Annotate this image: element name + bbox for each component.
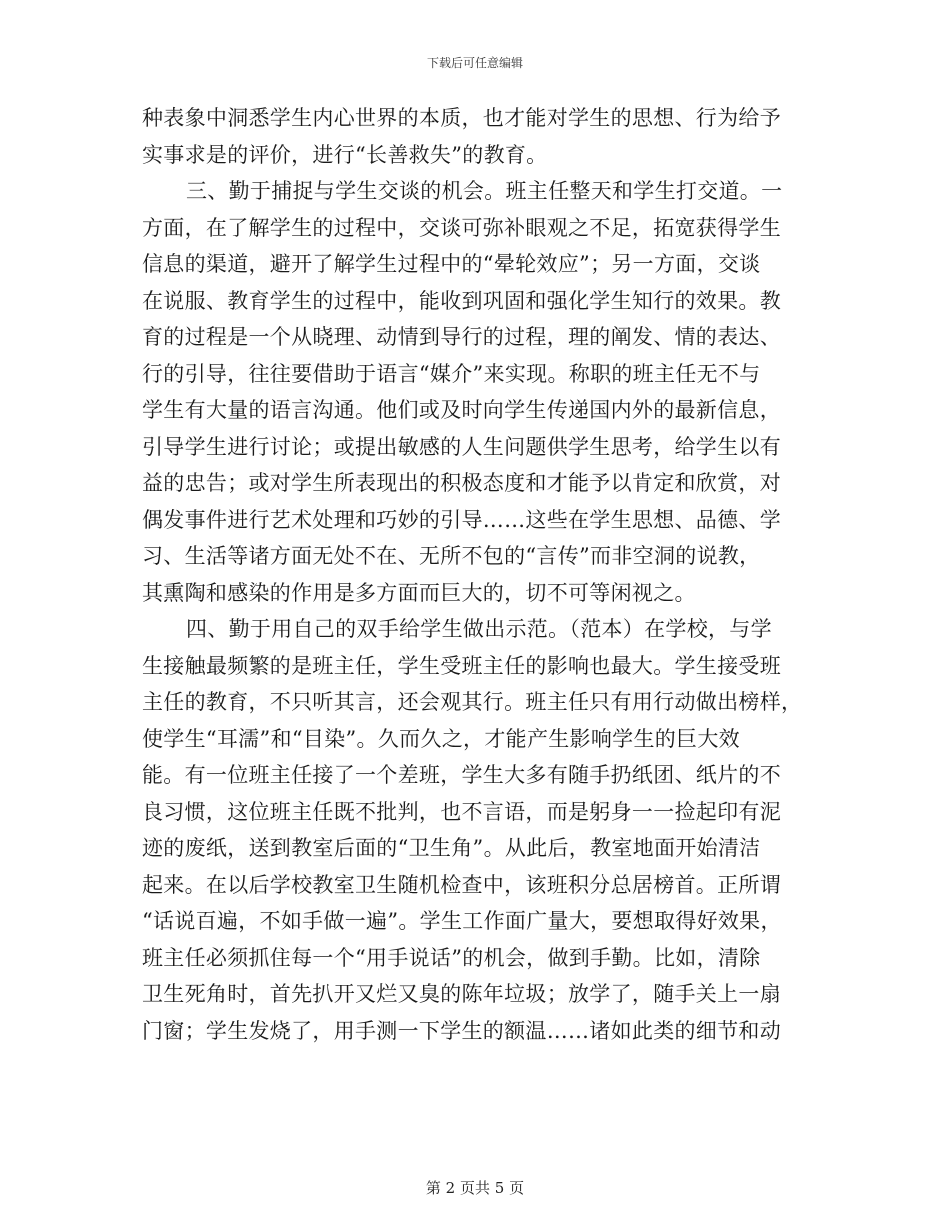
text-line: 能。有一位班主任接了一个差班，学生大多有随手扔纸团、纸片的不 [142, 763, 781, 787]
text-line: 实事求是的评价，进行“长善救失”的教育。 [142, 142, 548, 167]
text-line: 引导学生进行讨论；或提出敏感的人生问题供学生思考，给学生以有 [142, 434, 781, 459]
text-line: 起来。在以后学校教室卫生随机检查中，该班积分总居榜首。正所谓 [142, 872, 781, 897]
text-line: 生接触最频繁的是班主任，学生受班主任的影响也最大。学生接受班 [142, 653, 781, 678]
text-line: “话说百遍，不如手做一遍”。学生工作面广量大，要想取得好效果， [142, 909, 782, 933]
text-line: 行的引导，往往要借助于语言“媒介”来实现。称职的班主任无不与 [142, 361, 761, 386]
text-line: 卫生死角时，首先扒开又烂又臭的陈年垃圾；放学了，随手关上一扇 [142, 982, 781, 1006]
text-line: 学生有大量的语言沟通。他们或及时向学生传递国内外的最新信息， [142, 398, 781, 422]
text-line: 主任的教育，不只听其言，还会观其行。班主任只有用行动做出榜样， [142, 690, 803, 714]
text-line: 信息的渠道，避开了解学生过程中的“晕轮效应”；另一方面，交谈 [142, 252, 761, 276]
text-line: 迹的废纸，送到教室后面的“卫生角”。从此后，教室地面开始清洁 [142, 836, 761, 860]
text-line: 三、勤于捕捉与学生交谈的机会。班主任整天和学生打交道。一 [186, 179, 783, 203]
text-line: 使学生“耳濡”和“目染”。久而久之，才能产生影响学生的巨大效 [142, 726, 740, 751]
page-header: 下载后可任意编辑 [426, 56, 523, 70]
page-footer: 第 2 页共 5 页 [425, 1179, 525, 1197]
text-line: 习、生活等诸方面无处不在、无所不包的“言传”而非空洞的说教， [142, 544, 761, 568]
text-line: 在说服、教育学生的过程中，能收到巩固和强化学生知行的效果。教 [142, 288, 781, 313]
document-body [142, 100, 812, 1049]
text-line: 育的过程是一个从晓理、动情到导行的过程，理的阐发、情的表达、 [142, 325, 781, 349]
text-line: 方面，在了解学生的过程中，交谈可弥补眼观之不足，拓宽获得学生 [142, 215, 781, 240]
text-line: 门窗；学生发烧了，用手测一下学生的额温……诸如此类的细节和动 [142, 1018, 781, 1043]
text-line: 良习惯，这位班主任既不批判，也不言语，而是躬身一一捡起印有泥 [142, 799, 781, 824]
text-line: 益的忠告；或对学生所表现出的积极态度和才能予以肯定和欣赏，对 [142, 471, 781, 495]
text-line: 其熏陶和感染的作用是多方面而巨大的，切不可等闲视之。 [142, 580, 696, 605]
text-line: 偶发事件进行艺术处理和巧妙的引导……这些在学生思想、品德、学 [142, 507, 781, 532]
text-line: 四、勤于用自己的双手给学生做出示范。（范本）在学校，与学 [186, 617, 772, 641]
text-line: 种表象中洞悉学生内心世界的本质，也才能对学生的思想、行为给予 [142, 106, 781, 130]
text-line: 班主任必须抓住每一个“用手说话”的机会，做到手勤。比如，清除 [142, 945, 761, 970]
